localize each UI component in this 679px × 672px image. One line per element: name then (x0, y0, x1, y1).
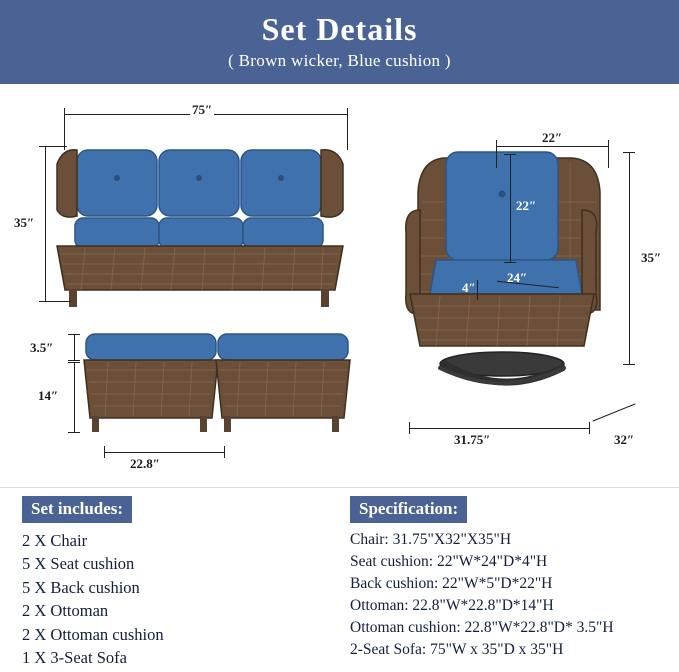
list-item: 5 X Back cushion (22, 577, 140, 597)
sofa-height-label: 35″ (14, 215, 35, 230)
sofa-height-tick-bottom (39, 301, 51, 302)
specification-panel (350, 496, 670, 661)
set-includes-panel (22, 496, 322, 670)
chair-top-width-tick-left (496, 140, 497, 152)
ottoman-frame-tick-top (68, 362, 80, 363)
ottoman-cushion-tick-bottom (68, 360, 80, 361)
page-title: Set Details (261, 11, 418, 48)
chair-top-width-ext-right (608, 152, 609, 168)
chair-top-width-line (496, 146, 608, 147)
chair-height-tick-bottom (623, 364, 635, 365)
chair-illustration (400, 132, 640, 452)
list-item: Seat cushion: 22"W*24"D*4"H (350, 553, 548, 570)
ottoman-cushion-tick-top (68, 334, 80, 335)
chair-front-width-tick-left (409, 422, 410, 434)
chair-side-depth-label: 32″ (614, 432, 635, 447)
header-banner (0, 0, 679, 84)
chair-front-width-tick-right (589, 422, 590, 434)
chair-back-cushion-tick-top (504, 154, 516, 155)
list-item: 2 X Ottoman (22, 601, 109, 621)
chair-front-width-line (409, 428, 589, 429)
list-item: Ottoman cushion: 22.8"W*22.8"D* 3.5"H (350, 619, 614, 636)
chair-top-width-tick-right (608, 140, 609, 152)
sofa-width-tick-left (64, 108, 65, 120)
set-includes-title: Set includes: (22, 496, 132, 523)
sofa-width-tick-right (347, 108, 348, 120)
ottoman-frame-tick-bottom (68, 432, 80, 433)
chair-front-width-label: 31.75″ (454, 432, 491, 447)
ottoman-frame-height-line (74, 362, 75, 432)
chair-height-line (629, 152, 630, 364)
set-includes-list (22, 529, 322, 670)
ottoman-cushion-height-line (74, 334, 75, 360)
list-item: 2-Seat Sofa: 75"W x 35"D x 35"H (350, 641, 564, 658)
sofa-width-label: 75″ (192, 102, 213, 117)
sofa-height-ext-top (51, 146, 67, 147)
ottoman-width-tick-right (224, 446, 225, 458)
ottoman-cushion-height-label: 3.5″ (30, 340, 54, 355)
chair-top-width-label: 22″ (542, 130, 563, 145)
list-item: Ottoman: 22.8"W*22.8"D*14"H (350, 597, 554, 614)
list-item: 2 X Chair (22, 531, 88, 550)
chair-back-cushion-line (510, 154, 511, 262)
ottoman-width-tick-left (104, 446, 105, 458)
ottoman-frame-height-label: 14″ (38, 388, 59, 403)
info-panels (0, 488, 679, 672)
sofa-width-ext-right (347, 120, 348, 150)
chair-back-cushion-tick-bottom (504, 262, 516, 263)
ottoman-width-label: 22.8″ (130, 456, 160, 471)
chair-height-tick-top (623, 152, 635, 153)
page-subtitle: ( Brown wicker, Blue cushion ) (228, 50, 451, 70)
product-diagram (0, 84, 679, 488)
ottoman-width-line (104, 452, 224, 453)
list-item: 1 X 3-Seat Sofa (22, 648, 127, 668)
chair-back-cushion-label: 22″ (516, 198, 537, 213)
chair-height-label: 35″ (641, 250, 662, 265)
specification-title: Specification: (350, 496, 467, 523)
specification-list (350, 529, 670, 661)
ottoman-illustration (78, 324, 353, 454)
list-item: Back cushion: 22"W*5"D*22"H (350, 575, 553, 592)
list-item: 2 X Ottoman cushion (22, 624, 164, 644)
list-item: 5 X Seat cushion (22, 554, 135, 574)
sofa-height-line (45, 146, 46, 301)
chair-top-width-ext-left (496, 152, 497, 168)
sofa-height-ext-bottom (51, 301, 71, 302)
chair-seat-depth-label: 24″ (507, 270, 528, 285)
sofa-height-tick-top (39, 146, 51, 147)
sofa-illustration (55, 134, 365, 324)
list-item: Chair: 31.75"X32"X35"H (350, 531, 512, 548)
chair-seat-thickness-label: 4″ (462, 280, 476, 295)
